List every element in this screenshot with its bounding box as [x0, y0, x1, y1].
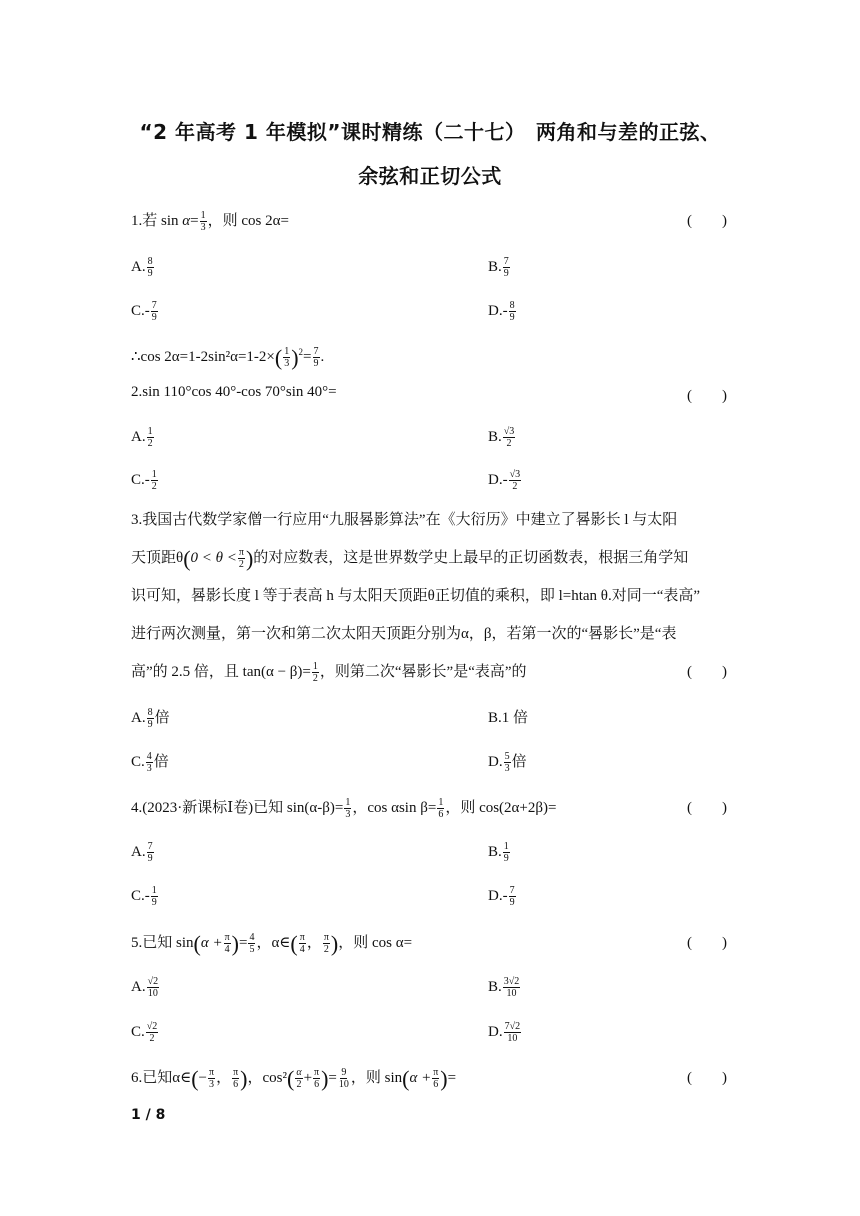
q3-line-3: 识可知，晷影长度 l 等于表高 h 与太阳天顶距θ正切值的乘积，即 l=htan θ.对同一“表高” [131, 588, 701, 604]
question-4-stem: 4.(2023·新课标Ⅰ卷)已知 sin(α-β)= $\frac{1}{3}$ ，cos αsin β= $\frac{1}{6}$ ，则 cos(2α+2β)= ( ) [131, 797, 727, 821]
q3-option-c: C. $\frac{4}{3}$ 倍 [131, 751, 169, 775]
q4-option-b: B. $\frac{1}{9}$ [488, 841, 509, 864]
q3-option-a: A. $\frac{8}{9}$ 倍 [131, 707, 170, 731]
q2-option-d: D.- $\frac{√3}{2}$ [488, 469, 521, 492]
q2-option-a: A. $\frac{1}{2}$ [131, 426, 153, 449]
q4-option-c: C.- $\frac{1}{9}$ [131, 885, 157, 908]
answer-bracket: ( ) [687, 664, 727, 680]
question-5-stem: 5.已知 sin(α + $\frac{\pi}{4}$ )= $\frac{4}{5}$ ，α∈( $\frac{\pi}{4}$ ， $\frac{\pi}{2}$ )，则 cos α= ( ) [131, 931, 727, 957]
question-2-stem: 2.sin 110°cos 40°-cos 70°sin 40°= ( ) [131, 384, 727, 404]
q5-option-d: D. $\frac{7√2}{10}$ [488, 1021, 521, 1044]
q3-line-1: 3.我国古代数学家僧一行应用“九服晷影算法”在《大衍历》中建立了晷影长 l 与太阳 [131, 512, 678, 528]
q5-option-b: B. $\frac{3√2}{10}$ [488, 976, 520, 999]
page-title-line2: 余弦和正切公式 [358, 164, 502, 188]
q4-option-a: A. $\frac{7}{9}$ [131, 841, 153, 864]
answer-bracket: ( ) [687, 1070, 727, 1086]
q5-option-a: A. $\frac{√2}{10}$ [131, 976, 159, 999]
q4-option-d: D.- $\frac{7}{9}$ [488, 885, 515, 908]
q1-solution: ∴cos 2α=1-2sin²α=1-2×( $\frac{1}{3}$ )$^2$= $\frac{7}{9}$ . [131, 345, 325, 370]
q5-option-c: C. $\frac{√2}{2}$ [131, 1021, 158, 1044]
question-1-stem: 1.若 sin α= $\frac{1}{3}$ ，则 cos 2α= ( ) [131, 210, 727, 234]
q3-line-5: 高”的 2.5 倍，且 tan(α − β)= $\frac{1}{2}$ ，则第二次“晷影长”是“表高”的 ( ) [131, 661, 727, 685]
q2-option-c: C.- $\frac{1}{2}$ [131, 469, 157, 492]
q3-line-4: 进行两次测量，第一次和第二次太阳天顶距分别为α，β，若第一次的“晷影长”是“表 [131, 626, 677, 642]
q1-option-b: B. $\frac{7}{9}$ [488, 256, 509, 279]
answer-bracket: ( ) [687, 800, 727, 816]
q1-option-d: D.- $\frac{8}{9}$ [488, 300, 515, 323]
page-title-line1: “2 年高考 1 年模拟”课时精练（二十七） 两角和与差的正弦、 [139, 120, 721, 144]
q1-option-a: A. $\frac{8}{9}$ [131, 256, 153, 279]
answer-bracket: ( ) [687, 935, 727, 951]
page-number: 1 / 8 [131, 1107, 166, 1123]
answer-bracket: ( ) [687, 388, 727, 404]
answer-bracket: ( ) [687, 213, 727, 229]
fraction: $\frac{1}{3}$ [200, 210, 206, 234]
question-6-stem: 6.已知α∈(− $\frac{\pi}{3}$ ， $\frac{\pi}{6}$ )，cos²( $\frac{\alpha}{2}$ + $\frac{\pi}{6}$ )= $\frac{9}{10}$ ，则 sin(α + $\frac{\pi}{6}$ )= ( ) [131, 1066, 727, 1092]
q1-option-c: C.- $\frac{7}{9}$ [131, 300, 157, 323]
q3-option-b: B.1 倍 [488, 710, 529, 726]
q2-option-b: B. $\frac{√3}{2}$ [488, 426, 515, 449]
q3-line-2: 天顶距θ(0 < θ < $\frac{\pi}{2}$ )的对应数表，这是世界数学史上最早的正切函数表，根据三角学知 [131, 546, 689, 572]
q3-option-d: D. $\frac{5}{3}$ 倍 [488, 751, 527, 775]
